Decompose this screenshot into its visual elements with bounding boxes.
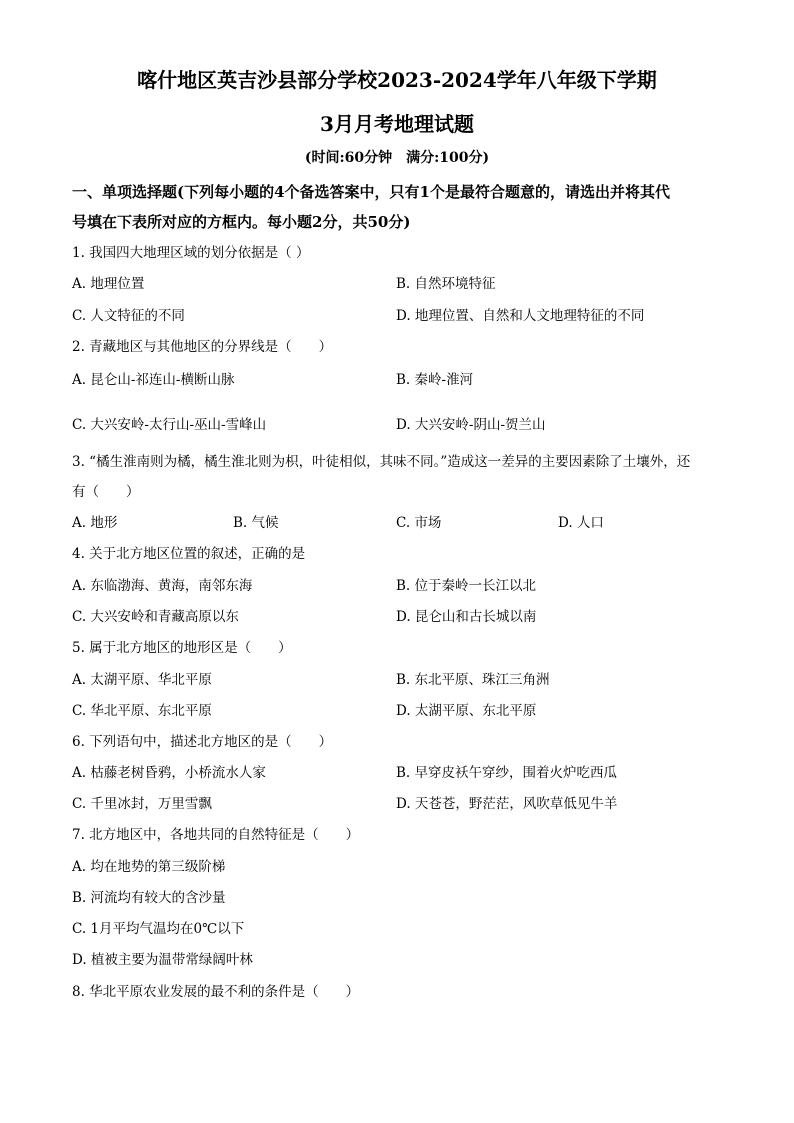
option-b: B. 气候 [233,515,279,531]
option-a: A. 均在地势的第三级阶梯 [72,859,226,875]
page-title: 喀什地区英吉沙县部分学校2023-2024学年八年级下学期 [137,68,657,92]
question-stem-continued: 有（ ） [72,484,140,500]
option-b: B. 自然环境特征 [396,276,496,292]
option-c: C. 千里冰封，万里雪飘 [72,796,212,812]
option-b: B. 早穿皮袄午穿纱，围着火炉吃西瓜 [396,765,618,781]
option-a: A. 地形 [72,515,118,531]
section-heading: 一、单项选择题(下列每小题的4个备选答案中，只有1个是最符合题意的，请选出并将其代 [72,183,670,201]
option-a: A. 昆仑山-祁连山-横断山脉 [72,372,235,388]
option-c: C. 人文特征的不同 [72,308,185,324]
option-b: B. 秦岭-淮河 [396,372,474,388]
option-a: A. 太湖平原、华北平原 [72,672,212,688]
option-d: D. 人口 [558,515,604,531]
option-b: B. 河流均有较大的含沙量 [72,890,226,906]
option-c: C. 市场 [396,515,442,531]
option-a: A. 枯藤老树昏鸦，小桥流水人家 [72,765,266,781]
option-a: A. 地理位置 [72,276,145,292]
question-stem: 3. “橘生淮南则为橘，橘生淮北则为枳，叶徒相似，其味不同。”造成这一差异的主要因素除了土壤外，还 [72,454,691,470]
option-d: D. 天苍苍，野茫茫，风吹草低见牛羊 [396,796,618,812]
option-a: A. 东临渤海、黄海，南邻东海 [72,578,253,594]
question-stem: 1. 我国四大地理区域的划分依据是（ ） [72,245,310,261]
question-stem: 4. 关于北方地区位置的叙述，正确的是 [72,546,306,562]
question-stem: 7. 北方地区中，各地共同的自然特征是（ ） [72,827,360,843]
option-d: D. 太湖平原、东北平原 [396,703,537,719]
option-b: B. 位于秦岭一长江以北 [396,578,537,594]
option-c: C. 1月平均气温均在0℃以下 [72,921,245,937]
section-heading-continued: 号填在下表所对应的方框内。每小题2分，共50分) [72,213,411,231]
question-stem: 5. 属于北方地区的地形区是（ ） [72,640,292,656]
page-subtitle: 3月月考地理试题 [320,112,474,136]
option-b: B. 东北平原、珠江三角洲 [396,672,550,688]
question-stem: 6. 下列语句中，描述北方地区的是（ ） [72,734,333,750]
option-d: D. 地理位置、自然和人文地理特征的不同 [396,308,645,324]
option-c: C. 大兴安岭-太行山-巫山-雪峰山 [72,417,267,433]
option-d: D. 植被主要为温带常绿阔叶林 [72,952,253,968]
question-stem: 8. 华北平原农业发展的最不利的条件是（ ） [72,984,360,1000]
exam-meta: (时间:60分钟 满分:100分) [304,150,490,166]
option-d: D. 昆仑山和古长城以南 [396,609,537,625]
question-stem: 2. 青藏地区与其他地区的分界线是（ ） [72,339,333,355]
option-c: C. 大兴安岭和青藏高原以东 [72,609,239,625]
option-d: D. 大兴安岭-阴山-贺兰山 [396,417,546,433]
option-c: C. 华北平原、东北平原 [72,703,212,719]
